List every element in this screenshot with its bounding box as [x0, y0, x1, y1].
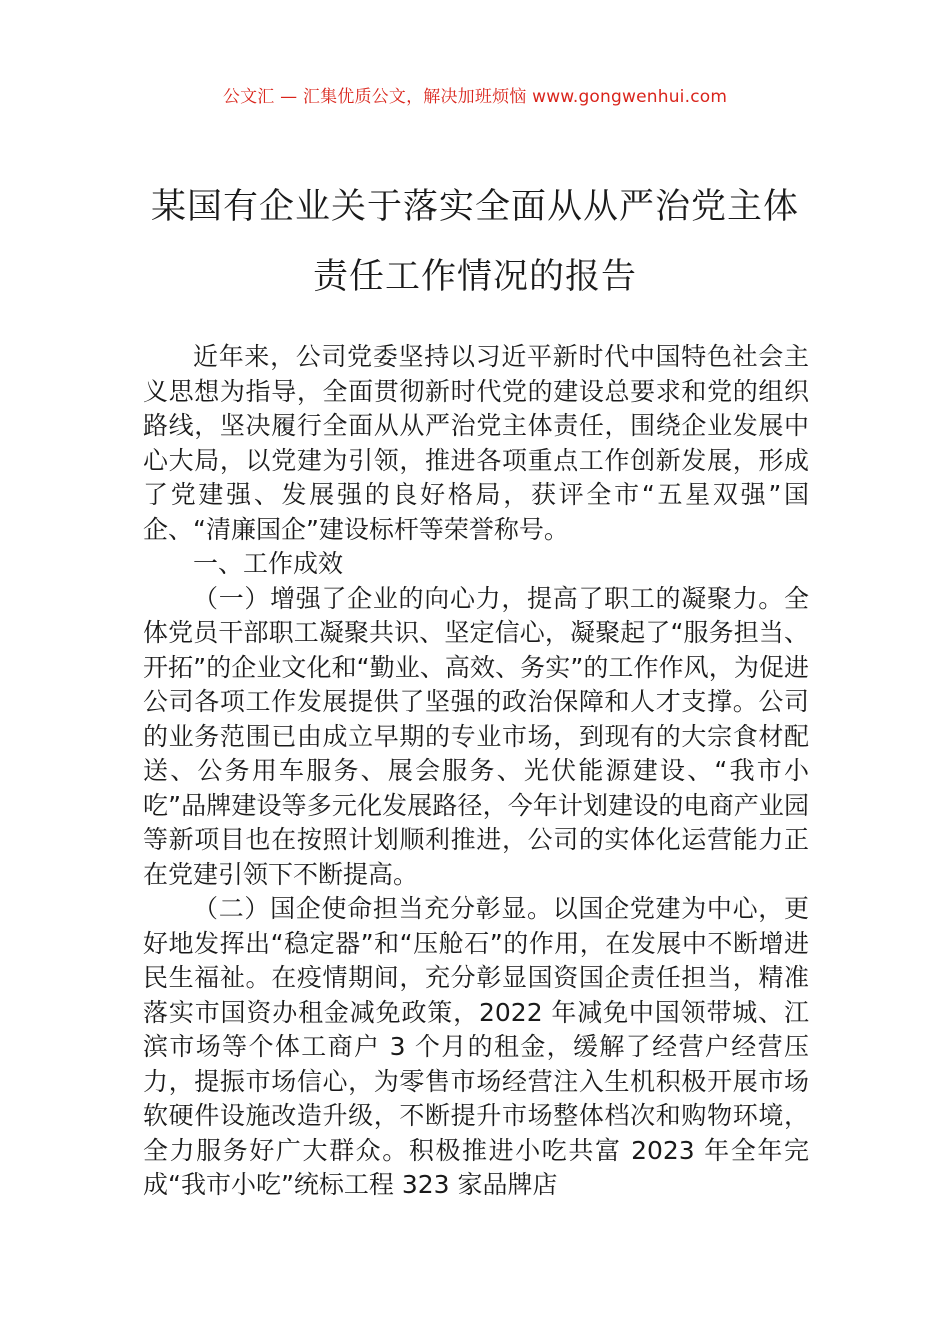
- section-heading-achievements: 一、工作成效: [193, 549, 344, 578]
- header-banner[interactable]: 公文汇 — 汇集优质公文，解决加班烦恼 www.gongwenhui.com: [222, 87, 728, 107]
- title-line-1: 某国有企业关于落实全面从从严治党主体: [150, 187, 799, 227]
- paragraph-intro: 近年来，公司党委坚持以习近平新时代中国特色社会主义思想为指导，全面贯彻新时代党的建设总要求和党的组织路线，坚决履行全面从从严治党主体责任，围绕企业发展中心大局，以党建为引领，推进各项重点工作创新发展，形成了党建强、发展强的良好格局，获评全市“五星双强”国企、“清廉国企”建设标杆等荣誉称号。: [143, 342, 809, 544]
- paragraph-item-1: （一）增强了企业的向心力，提高了职工的凝聚力。全体党员干部职工凝聚共识、坚定信心，凝聚起了“服务担当、开拓”的企业文化和“勤业、高效、务实”的工作作风，为促进公司各项工作发展提供了坚强的政治保障和人才支撑。公司的业务范围已由成立早期的专业市场，到现有的大宗食材配送、公务用车服务、展会服务、光伏能源建设、“我市小吃”品牌建设等多元化发展路径，今年计划建设的电商产业园等新项目也在按照计划顺利推进，公司的实体化运营能力正在党建引领下不断提高。: [143, 583, 809, 889]
- document-body: [143, 340, 809, 1203]
- paragraph-item-2: （二）国企使命担当充分彰显。以国企党建为中心，更好地发挥出“稳定器”和“压舱石”的作用，在发展中不断增进民生福祉。在疫情期间，充分彰显国资国企责任担当，精准落实市国资办租金减免政策，2022 年减免中国领带城、江滨市场等个体工商户 3 个月的租金，缓解了经营户经营压力，提振市场信心，为零售市场经营注入生机积极开展市场软硬件设施改造升级，不断提升市场整体档次和购物环境，全力服务好广大群众。积极推进小吃共富 2023 年全年完成“我市小吃”统标工程 323 家品牌店: [143, 894, 809, 1199]
- document-title: [110, 172, 840, 312]
- title-line-2: 责任工作情况的报告: [312, 257, 637, 297]
